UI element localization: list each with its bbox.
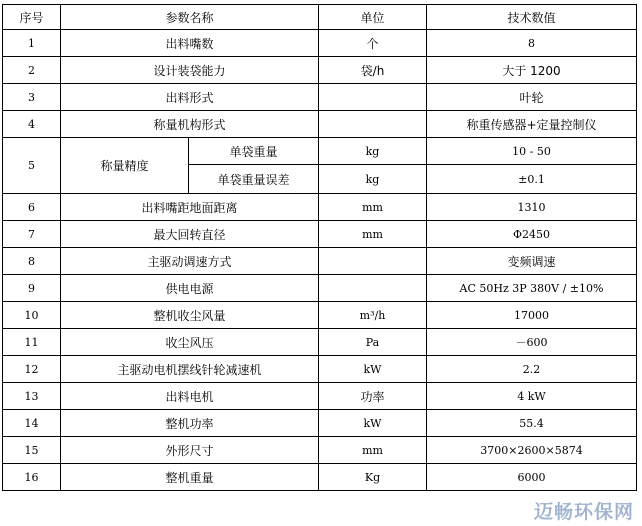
row-value: ±0.1 — [427, 165, 637, 194]
header-value: 技术数值 — [427, 5, 637, 30]
row-value: 6000 — [427, 464, 637, 491]
row-name: 设计装袋能力 — [61, 57, 319, 84]
watermark-logo: 迈畅环保网 — [533, 501, 634, 523]
row-value: 10 - 50 — [427, 138, 637, 165]
table-row — [3, 329, 637, 356]
spec-table — [2, 4, 637, 491]
row-name: 最大回转直径 — [61, 221, 319, 248]
table-row — [3, 302, 637, 329]
row-name: 主驱动调速方式 — [61, 248, 319, 275]
row-unit — [319, 275, 427, 302]
row-index: 8 — [3, 248, 61, 275]
row-unit: 袋/h — [319, 57, 427, 84]
row-index: 6 — [3, 194, 61, 221]
row-name: 出料嘴距地面距离 — [61, 194, 319, 221]
row-unit: mm — [319, 437, 427, 464]
row-name: 出料电机 — [61, 383, 319, 410]
row-value: AC 50Hz 3P 380V / ±10% — [427, 275, 637, 302]
row-value: 4 kW — [427, 383, 637, 410]
row-unit: kg — [319, 165, 427, 194]
table-row — [3, 410, 637, 437]
row-name: 整机功率 — [61, 410, 319, 437]
row-unit: Kg — [319, 464, 427, 491]
row-unit: m³/h — [319, 302, 427, 329]
table-row — [3, 464, 637, 491]
row-value: 2.2 — [427, 356, 637, 383]
row-index: 16 — [3, 464, 61, 491]
row-unit: Pa — [319, 329, 427, 356]
row-index: 11 — [3, 329, 61, 356]
row-unit: kW — [319, 410, 427, 437]
table-row — [3, 84, 637, 111]
header-row — [3, 5, 637, 30]
row-unit: kW — [319, 356, 427, 383]
row-name: 供电电源 — [61, 275, 319, 302]
row-index: 12 — [3, 356, 61, 383]
row-name: 主驱动电机摆线针轮减速机 — [61, 356, 319, 383]
row-index: 4 — [3, 111, 61, 138]
row-value: 叶轮 — [427, 84, 637, 111]
row-index: 9 — [3, 275, 61, 302]
header-name: 参数名称 — [61, 5, 319, 30]
table-row — [3, 57, 637, 84]
row-name: 称量机构形式 — [61, 111, 319, 138]
row-unit: kg — [319, 138, 427, 165]
row-value: 变频调速 — [427, 248, 637, 275]
row-unit — [319, 84, 427, 111]
row-name: 收尘风压 — [61, 329, 319, 356]
row-name: 整机重量 — [61, 464, 319, 491]
row-name: 出料形式 — [61, 84, 319, 111]
table-row — [3, 30, 637, 57]
row-index: 5 — [3, 138, 61, 194]
row-index: 15 — [3, 437, 61, 464]
row-index: 7 — [3, 221, 61, 248]
row-value: 8 — [427, 30, 637, 57]
row-subname: 单袋重量误差 — [189, 165, 319, 194]
row-name: 整机收尘风量 — [61, 302, 319, 329]
row-index: 14 — [3, 410, 61, 437]
table-row — [3, 221, 637, 248]
row-unit — [319, 111, 427, 138]
row-value: 称重传感器+定量控制仪 — [427, 111, 637, 138]
table-row — [3, 248, 637, 275]
row-index: 2 — [3, 57, 61, 84]
row-value: －600 — [427, 329, 637, 356]
row-name: 出料嘴数 — [61, 30, 319, 57]
table-row — [3, 383, 637, 410]
row-value: 55.4 — [427, 410, 637, 437]
table-row — [3, 194, 637, 221]
table-row — [3, 437, 637, 464]
row-unit: 功率 — [319, 383, 427, 410]
row-index: 10 — [3, 302, 61, 329]
row-value: 1310 — [427, 194, 637, 221]
header-unit: 单位 — [319, 5, 427, 30]
row-unit: mm — [319, 221, 427, 248]
table-row — [3, 356, 637, 383]
table-row — [3, 111, 637, 138]
header-index: 序号 — [3, 5, 61, 30]
table-row — [3, 275, 637, 302]
row-name: 称量精度 — [61, 138, 189, 194]
row-value: 3700×2600×5874 — [427, 437, 637, 464]
row-index: 3 — [3, 84, 61, 111]
table-row — [3, 138, 637, 165]
row-value: Φ2450 — [427, 221, 637, 248]
row-unit: 个 — [319, 30, 427, 57]
row-unit: mm — [319, 194, 427, 221]
row-value: 17000 — [427, 302, 637, 329]
row-index: 13 — [3, 383, 61, 410]
row-index: 1 — [3, 30, 61, 57]
row-value: 大于 1200 — [427, 57, 637, 84]
row-name: 外形尺寸 — [61, 437, 319, 464]
row-subname: 单袋重量 — [189, 138, 319, 165]
row-unit — [319, 248, 427, 275]
